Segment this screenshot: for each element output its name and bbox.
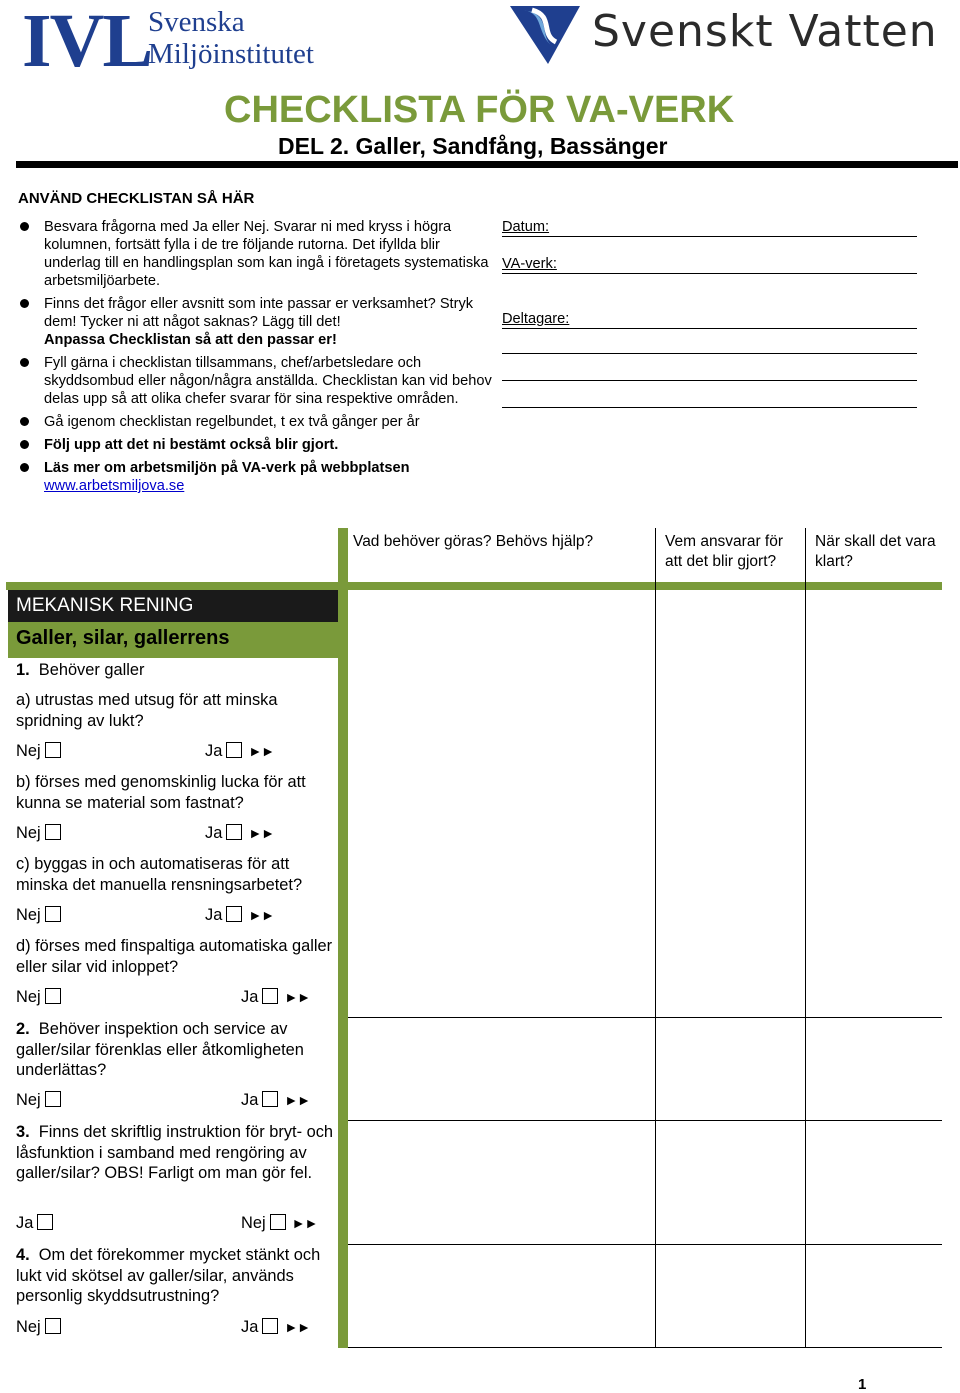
participants-line[interactable] xyxy=(502,380,917,381)
ivl-name-line2: Miljöinstitutet xyxy=(148,38,314,70)
table-column-divider xyxy=(655,528,656,1348)
question-4: 4. Om det förekommer mycket stänkt och lukt vid skötsel av galler/silar, används personlig skyddsutrustning? xyxy=(16,1246,321,1305)
no-checkbox[interactable] xyxy=(45,1318,61,1334)
answer-no: Nej xyxy=(16,987,61,1007)
yes-checkbox[interactable] xyxy=(262,988,278,1004)
question-1: 1. Behöver galler xyxy=(16,661,145,679)
answer-no: Nej xyxy=(16,741,61,761)
table-row-divider xyxy=(348,1244,942,1245)
answer-yes: Ja ►► xyxy=(205,742,275,760)
answer-yes: Ja ►► xyxy=(205,906,275,924)
bullet-icon xyxy=(20,440,29,449)
subsection-title: Galler, silar, gallerrens xyxy=(8,622,338,658)
yes-checkbox[interactable] xyxy=(37,1214,53,1230)
bullet-icon xyxy=(20,463,29,472)
list-item: Fyll gärna i checklistan tillsammans, chef/arbetsledare och skyddsombud eller någon/några anställda. Checklistan kan vid behov delas upp så att olika chefer svarar för sina respektive områden. xyxy=(20,354,492,408)
answer-no: Nej xyxy=(16,905,61,925)
ivl-logo: IVL xyxy=(22,0,152,83)
list-item: Finns det frågor eller avsnitt som inte passar er verksamhet? Stryk dem! Tycker ni att något saknas? Lägg till det! Anpassa Checklistan så att den passar er! xyxy=(20,295,492,349)
no-checkbox[interactable] xyxy=(45,1091,61,1107)
answer-no: Nej xyxy=(16,823,61,843)
question-1c: c) byggas in och automatiseras för att minska det manuella rensningsarbetet? xyxy=(16,855,303,894)
arrow-right-icon: ►► xyxy=(248,825,275,841)
list-item: Följ upp att det ni bestämt också blir gjort. xyxy=(20,436,492,454)
bullet-icon xyxy=(20,358,29,367)
participants-field[interactable]: Deltagare: xyxy=(502,310,917,329)
va-verk-field[interactable]: VA-verk: xyxy=(502,255,917,274)
instructions-heading: ANVÄND CHECKLISTAN SÅ HÄR xyxy=(18,190,255,207)
list-item: Läs mer om arbetsmiljön på VA-verk på webbplatsen www.arbetsmiljova.se xyxy=(20,459,492,495)
arrow-right-icon: ►► xyxy=(284,989,311,1005)
question-1b: b) förses med genomskinlig lucka för att kunna se material som fastnat? xyxy=(16,773,306,812)
arrow-right-icon: ►► xyxy=(291,1215,318,1231)
column-header-what: Vad behöver göras? Behövs hjälp? xyxy=(353,533,594,550)
header-divider xyxy=(16,161,958,168)
question-3: 3. Finns det skriftlig instruktion för bryt- och låsfunktion i samband med rengöring av galler/silar? OBS! Farligt om man gör fel. xyxy=(16,1123,334,1182)
svenskt-vatten-logo-icon xyxy=(510,2,580,64)
list-item: Besvara frågorna med Ja eller Nej. Svarar ni med kryss i högra kolumnen, fortsätt fylla i de tre följande rutorna. Det ifyllda blir underlag till en handlingsplan som kan ingå i företagets systematiska arbetsmiljöarbete. xyxy=(20,218,492,290)
no-checkbox[interactable] xyxy=(45,906,61,922)
answer-yes: Ja ►► xyxy=(241,988,311,1006)
no-checkbox[interactable] xyxy=(45,824,61,840)
yes-checkbox[interactable] xyxy=(262,1318,278,1334)
participants-line[interactable] xyxy=(502,353,917,354)
arrow-right-icon: ►► xyxy=(248,907,275,923)
no-checkbox[interactable] xyxy=(45,988,61,1004)
list-item: Gå igenom checklistan regelbundet, t ex två gånger per år xyxy=(20,413,492,431)
arrow-right-icon: ►► xyxy=(284,1319,311,1335)
answer-no: Nej xyxy=(16,1317,61,1337)
table-row-divider xyxy=(348,1017,942,1018)
ivl-name-line1: Svenska xyxy=(148,6,245,38)
page-subtitle: DEL 2. Galler, Sandfång, Bassänger xyxy=(278,133,668,159)
no-checkbox[interactable] xyxy=(270,1214,286,1230)
no-checkbox[interactable] xyxy=(45,742,61,758)
bullet-icon xyxy=(20,222,29,231)
yes-checkbox[interactable] xyxy=(226,742,242,758)
bullet-icon xyxy=(20,417,29,426)
answer-yes: Ja ►► xyxy=(241,1318,311,1336)
answer-no: Nej xyxy=(16,1090,61,1110)
website-link[interactable]: www.arbetsmiljova.se xyxy=(44,478,185,494)
table-header-bar xyxy=(6,582,338,590)
column-header-when: När skall det vara klart? xyxy=(815,533,936,570)
yes-checkbox[interactable] xyxy=(262,1091,278,1107)
arrow-right-icon: ►► xyxy=(248,743,275,759)
table-header-bar xyxy=(338,582,942,590)
table-row-divider xyxy=(348,1347,942,1348)
bullet-icon xyxy=(20,299,29,308)
answer-no: Nej ►► xyxy=(241,1214,318,1232)
section-title: MEKANISK RENING xyxy=(8,590,338,622)
arrow-right-icon: ►► xyxy=(284,1092,311,1108)
yes-checkbox[interactable] xyxy=(226,906,242,922)
question-1a: a) utrustas med utsug för att minska spridning av lukt? xyxy=(16,691,278,730)
question-2: 2. Behöver inspektion och service av galler/silar förenklas eller åtkomligheten underlättas? xyxy=(16,1020,304,1079)
page-number: 1 xyxy=(858,1376,867,1393)
table-column-divider xyxy=(338,528,348,1348)
date-field[interactable]: Datum: xyxy=(502,218,917,237)
table-row-divider xyxy=(348,1120,942,1121)
yes-checkbox[interactable] xyxy=(226,824,242,840)
column-header-who: Vem ansvarar för att det blir gjort? xyxy=(665,533,784,570)
answer-yes: Ja xyxy=(16,1213,53,1233)
question-1d: d) förses med finspaltiga automatiska galler eller silar vid inloppet? xyxy=(16,937,333,976)
participants-line[interactable] xyxy=(502,407,917,408)
answer-yes: Ja ►► xyxy=(205,824,275,842)
table-column-divider xyxy=(805,528,806,1348)
instructions-list xyxy=(20,218,492,500)
svenskt-vatten-wordmark: Svenskt Vatten xyxy=(592,6,938,57)
page-title: CHECKLISTA FÖR VA-VERK xyxy=(224,89,735,131)
answer-yes: Ja ►► xyxy=(241,1091,311,1109)
